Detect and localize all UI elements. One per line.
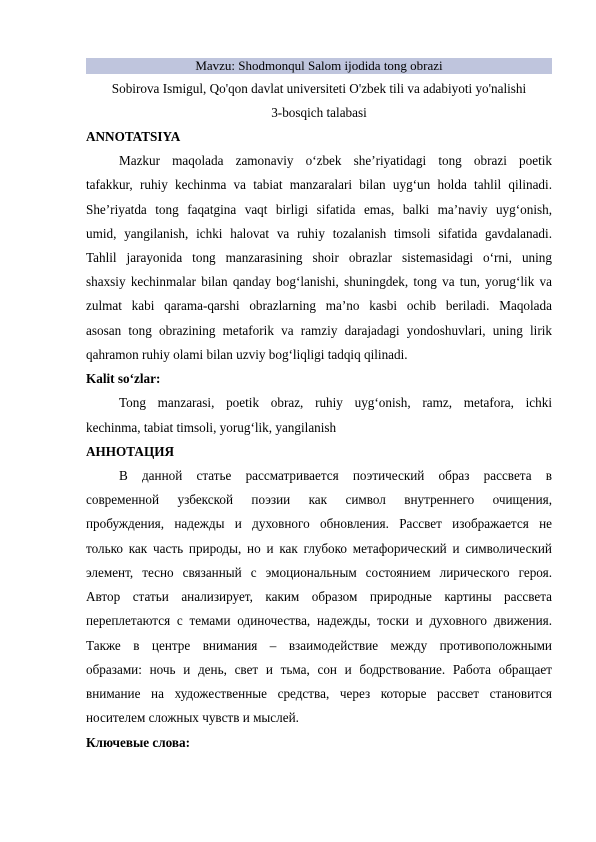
annotation-uz-line: She’riyatda tong faqatgina vaqt birligi sifatida emas, balki ma’naviy uyg‘onish, <box>86 202 552 217</box>
keywords-uz-heading: Kalit so‘zlar: <box>86 371 161 386</box>
annotation-uz-line: shaxsiy kechinmalar bilan qanday bog‘lanishi, shuningdek, tong va tun, yorug‘lik va <box>86 274 552 289</box>
annotation-ru-line: элемент, тесно связанный с эмоциональным состоянием лирического героя. <box>86 565 552 580</box>
annotation-ru-line: Автор статьи анализирует, каким образом природные картины рассвета <box>86 589 552 604</box>
keywords-uz-line: kechinma, tabiat timsoli, yorug‘lik, yangilanish <box>86 420 337 435</box>
annotation-ru-line: внимание на художественные средства, через которые рассвет становится <box>86 686 552 701</box>
annotation-ru-line: Также в центре внимания – взаимодействие между противоположными <box>86 638 552 653</box>
annotation-ru-line: носителем сложных чувств и мыслей. <box>86 710 299 725</box>
annotation-ru-line: пробуждения, надежды и духовного обновления. Рассвет изображается не <box>86 516 552 531</box>
annotation-uz-line: tafakkur, ruhiy kechinma va tabiat manzaralari bilan uyg‘un holda tahlil qilinadi. <box>86 177 552 192</box>
annotation-uz-line: umid, yangilanish, ichki halovat va ruhiy tozalanish timsoli sifatida gavdalanadi. <box>86 226 552 241</box>
annotation-ru-heading: АННОТАЦИЯ <box>86 444 174 459</box>
article-title: Mavzu: Shodmonqul Salom ijodida tong obrazi <box>86 58 552 74</box>
annotation-uz-line: asosan tong obrazining metaforik va ramziy darajadagi yondoshuvlari, uning lirik <box>86 323 552 338</box>
annotation-ru-line: переплетаются с темами одиночества, надежды, тоски и духовного движения. <box>86 613 552 628</box>
annotation-ru-line: только как часть природы, но и как глубоко метафорический и символический <box>86 541 552 556</box>
annotation-ru-line: образами: ночь и день, свет и тьма, сон и бодрствование. Работа обращает <box>86 662 552 677</box>
author-line: Sobirova Ismigul, Qo'qon davlat universiteti O'zbek tili va adabiyoti yo'nalishi <box>111 81 527 96</box>
annotation-ru-line: В данной статье рассматривается поэтический образ рассвета в <box>119 468 552 483</box>
course-line: 3-bosqich talabasi <box>271 105 367 120</box>
annotation-uz-line: zulmat kabi qarama-qarshi obrazlarning ma’no kasbi ochib beriladi. Maqolada <box>86 298 552 313</box>
annotation-uz-line: qahramon ruhiy olami bilan uzviy bog‘liqligi tadqiq qilinadi. <box>86 347 408 362</box>
annotation-uz-line: Tahlil jarayonida tong manzarasining shoir obrazlar sistemasidagi o‘rni, uning <box>86 250 552 265</box>
keywords-uz-line: Tong manzarasi, poetik obraz, ruhiy uyg‘onish, ramz, metafora, ichki <box>119 395 552 410</box>
keywords-ru-heading: Ключевые слова: <box>86 735 191 750</box>
annotation-ru-line: современной узбекской поэзии как символ внутреннего очищения, <box>86 492 552 507</box>
annotation-uz-line: Mazkur maqolada zamonaviy o‘zbek she’riyatidagi tong obrazi poetik <box>119 153 552 168</box>
annotation-uz-heading: ANNOTATSIYA <box>86 129 181 144</box>
